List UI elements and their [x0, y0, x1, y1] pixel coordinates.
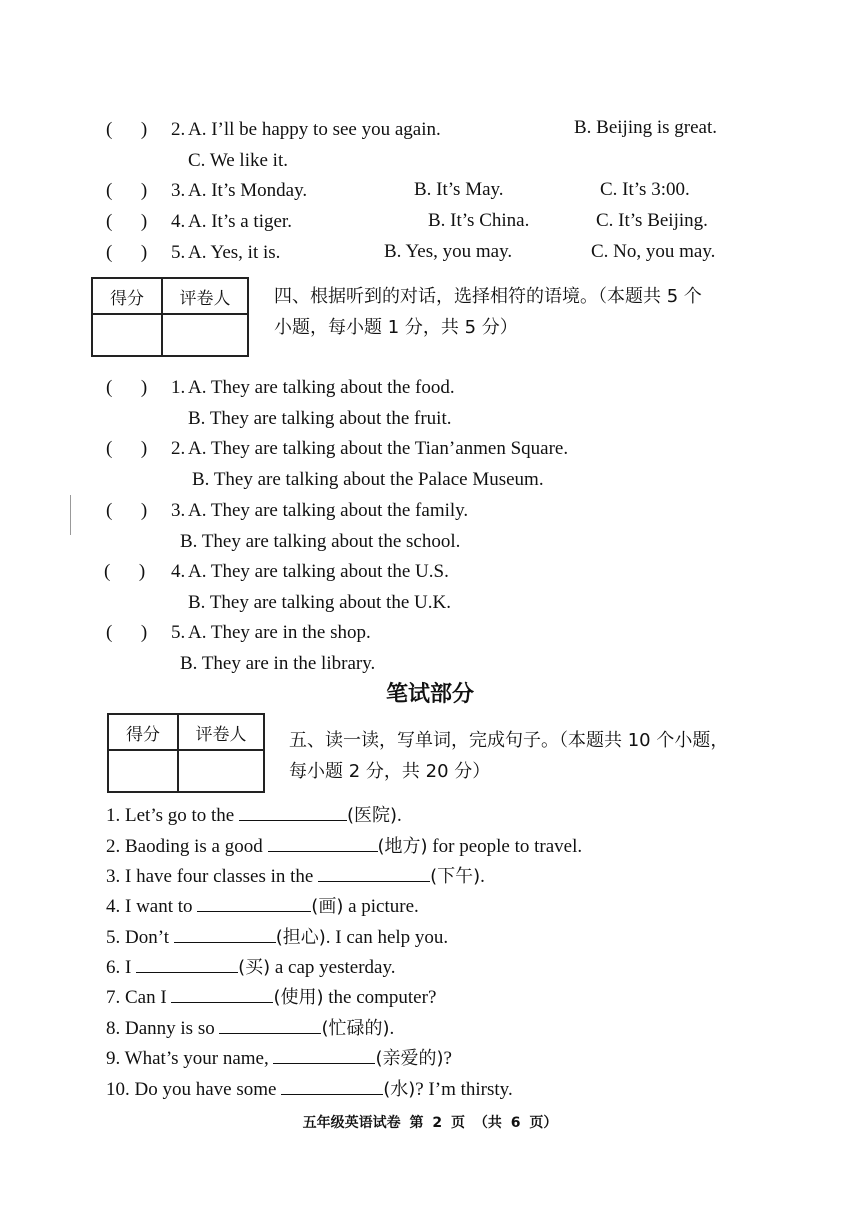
answer-bracket[interactable]: ( )	[106, 622, 148, 643]
item-text: Do you have some	[134, 1079, 277, 1100]
item-text-end: .	[397, 805, 402, 826]
item-number: 2.	[106, 836, 121, 857]
option-c: C. It’s 3:00.	[600, 179, 690, 200]
option-b: B. They are in the library.	[180, 653, 376, 674]
chinese-hint: (地方)	[377, 836, 428, 857]
option-b: B. They are talking about the U.K.	[188, 592, 451, 613]
answer-blank[interactable]	[239, 802, 347, 821]
grader-cell[interactable]	[178, 750, 264, 792]
chinese-hint: (忙碌的)	[321, 1018, 390, 1039]
option-a: A. They are talking about the food.	[188, 377, 455, 398]
option-a: A. It’s a tiger.	[188, 211, 292, 232]
item-text: Danny is so	[125, 1018, 215, 1039]
option-a: A. They are talking about the Tian’anmen Square.	[188, 438, 569, 459]
answer-blank[interactable]	[136, 954, 238, 973]
answer-bracket[interactable]: ( )	[106, 377, 148, 398]
fill-blank-item-8	[106, 1015, 394, 1041]
option-b: B. They are talking about the fruit.	[188, 408, 452, 429]
item-text: Can I	[125, 987, 167, 1008]
answer-blank[interactable]	[171, 984, 273, 1003]
fill-blank-item-10	[106, 1076, 513, 1102]
answer-bracket[interactable]: ( )	[106, 242, 148, 263]
question-number: 2.	[171, 438, 186, 459]
answer-blank[interactable]	[174, 924, 276, 943]
item-text: Don’t	[125, 927, 169, 948]
question-number: 3.	[171, 500, 186, 521]
answer-bracket[interactable]: ( )	[106, 211, 148, 232]
item-number: 1.	[106, 805, 121, 826]
answer-blank[interactable]	[197, 893, 311, 912]
grader-label: 评卷人	[178, 714, 264, 750]
chinese-hint: (画)	[311, 896, 344, 917]
item-text-end: ?	[443, 1048, 452, 1069]
grader-label: 评卷人	[162, 278, 248, 314]
item-number: 5.	[106, 927, 121, 948]
item-text: I want to	[125, 896, 193, 917]
page-footer: 五年级英语试卷 第 2 页 （共 6 页）	[302, 1115, 558, 1131]
chinese-hint: (使用)	[273, 987, 324, 1008]
answer-bracket[interactable]: ( )	[106, 180, 148, 201]
item-text-end: ? I’m thirsty.	[415, 1079, 513, 1100]
score-label: 得分	[108, 714, 178, 750]
item-text-end: a picture.	[343, 896, 419, 917]
question-number: 2.	[171, 119, 186, 140]
chinese-hint: (下午)	[430, 866, 481, 887]
option-b: B. It’s May.	[414, 179, 504, 200]
chinese-hint: (买)	[238, 957, 271, 978]
option-b: B. Beijing is great.	[574, 117, 718, 138]
fill-blank-item-6	[106, 954, 396, 980]
item-number: 9.	[106, 1048, 121, 1069]
question-number: 5.	[171, 622, 186, 643]
item-number: 6.	[106, 957, 121, 978]
answer-blank[interactable]	[268, 833, 378, 852]
item-text-end: a cap yesterday.	[270, 957, 396, 978]
answer-blank[interactable]	[273, 1045, 375, 1064]
item-number: 8.	[106, 1018, 121, 1039]
chinese-hint: (医院)	[346, 805, 398, 826]
option-b: B. It’s China.	[428, 210, 530, 231]
option-a: A. They are talking about the family.	[188, 500, 469, 521]
item-text-end: the computer?	[323, 987, 437, 1008]
option-a: A. It’s Monday.	[188, 180, 308, 201]
chinese-hint: (亲爱的)	[375, 1048, 444, 1069]
option-c: C. We like it.	[188, 150, 288, 171]
question-number: 3.	[171, 180, 186, 201]
item-text: Baoding is a good	[125, 836, 263, 857]
option-a: A. They are in the shop.	[188, 622, 371, 643]
option-b: B. They are talking about the school.	[180, 531, 461, 552]
question-number: 1.	[171, 377, 186, 398]
item-number: 3.	[106, 866, 121, 887]
fill-blank-item-2	[106, 833, 582, 859]
answer-blank[interactable]	[318, 863, 430, 882]
chinese-hint: (担心)	[275, 927, 326, 948]
fill-blank-item-4	[106, 893, 419, 919]
item-text: Let’s go to the	[125, 805, 235, 826]
score-label: 得分	[92, 278, 162, 314]
answer-bracket[interactable]: ( )	[106, 119, 148, 140]
item-number: 7.	[106, 987, 121, 1008]
option-a: A. They are talking about the U.S.	[188, 561, 449, 582]
option-a: A. Yes, it is.	[188, 242, 281, 263]
grader-cell[interactable]	[162, 314, 248, 356]
fill-blank-item-1	[106, 802, 402, 828]
section4-heading-line2: 小题，每小题 1 分，共 5 分）	[274, 317, 518, 338]
item-text: I	[125, 957, 132, 978]
section5-heading-line1: 五、读一读，写单词，完成句子。（本题共 10 个小题，	[289, 730, 729, 751]
written-part-title: 笔试部分	[385, 682, 474, 707]
option-b: B. Yes, you may.	[384, 241, 513, 262]
item-number: 10.	[106, 1079, 130, 1100]
item-text: I have four classes in the	[125, 866, 314, 887]
option-a: A. I’ll be happy to see you again.	[188, 119, 441, 140]
fill-blank-item-5	[106, 924, 448, 950]
item-text-end: . I can help you.	[325, 927, 449, 948]
score-cell[interactable]	[92, 314, 162, 356]
section4-heading-line1: 四、根据听到的对话，选择相符的语境。（本题共 5 个	[274, 286, 702, 307]
chinese-hint: (水)	[383, 1079, 416, 1100]
item-text-end: .	[480, 866, 485, 887]
score-cell[interactable]	[108, 750, 178, 792]
item-text-end: .	[389, 1018, 395, 1039]
fill-blank-item-3	[106, 863, 485, 889]
score-box-section4	[91, 277, 249, 357]
fill-blank-item-7	[106, 984, 436, 1010]
question-number: 5.	[171, 242, 186, 263]
score-box-section5	[107, 713, 265, 793]
section5-heading-line2: 每小题 2 分，共 20 分）	[289, 761, 491, 782]
fill-blank-item-9	[106, 1045, 452, 1071]
question-number: 4.	[171, 211, 186, 232]
item-text: What’s your name,	[124, 1048, 269, 1069]
item-number: 4.	[106, 896, 121, 917]
scan-mark	[70, 495, 71, 535]
answer-blank[interactable]	[281, 1076, 383, 1095]
answer-bracket[interactable]: ( )	[104, 561, 146, 582]
question-number: 4.	[171, 561, 186, 582]
option-b: B. They are talking about the Palace Museum.	[192, 469, 544, 490]
option-c: C. It’s Beijing.	[596, 210, 708, 231]
item-text-end: for people to travel.	[427, 836, 583, 857]
answer-bracket[interactable]: ( )	[106, 500, 148, 521]
option-c: C. No, you may.	[591, 241, 716, 262]
answer-blank[interactable]	[219, 1015, 321, 1034]
answer-bracket[interactable]: ( )	[106, 438, 148, 459]
